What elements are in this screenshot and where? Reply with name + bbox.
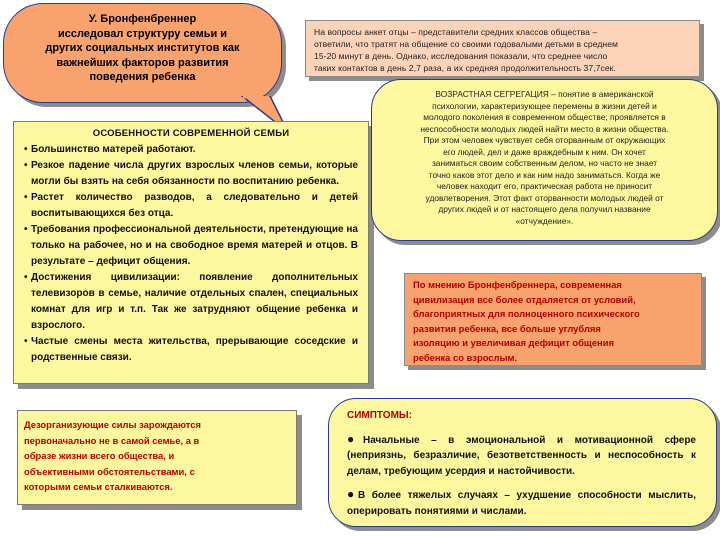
- segregation-line: ВОЗРАСТНАЯ СЕГРЕГАЦИЯ – понятие в американской: [435, 89, 654, 99]
- symptom-item: [347, 432, 696, 480]
- feature-item: • Большинство матерей работают.: [24, 142, 358, 158]
- stats-line: 15-20 минут в день. Однако, исследования показали, что среднее число: [314, 51, 608, 61]
- callout-line: исследовал структуру семьи и: [57, 27, 228, 40]
- callout-line: У. Бронфенбреннер: [88, 13, 197, 25]
- symptom-text: В более тяжелых случаях – ухудшение способности мыслить, оперировать понятиями и числами.: [347, 490, 697, 517]
- opinion-line: изоляцию и увеличивая дефицит общения: [413, 337, 614, 348]
- bullet-icon: ●: [347, 431, 363, 446]
- feature-item: • Растет количество разводов, а следовательно и детей воспитывающихся без отца.: [24, 190, 358, 222]
- opinion-line: благоприятных для полноценного психического: [413, 308, 640, 319]
- disorganizing-forces-note: [17, 410, 297, 505]
- forces-line: которыми семьи сталкиваются.: [24, 481, 173, 492]
- segregation-line: точно каков этот дело и как ним надо заниматься. Когда же: [428, 169, 661, 180]
- bronfenbrenner-callout: [3, 3, 282, 103]
- segregation-line: человек находит его, практическая работа не приносит: [436, 181, 653, 191]
- modern-family-features: [13, 121, 369, 384]
- segregation-line: заниматься своим собственным делом, но часто не знает: [431, 158, 658, 168]
- segregation-line: При этом человек чувствует себя оторванным от окружающих: [423, 135, 666, 145]
- symptoms-title: СИМПТОМЫ:: [347, 410, 413, 421]
- bronfenbrenner-opinion: [404, 273, 702, 366]
- segregation-line: его людей, дел и даже враждебным к ним. Он хочет: [443, 146, 646, 157]
- opinion-line: развития ребенка, все больше углубляя: [413, 322, 601, 334]
- symptom-item: [347, 487, 696, 519]
- symptoms-box: [328, 398, 717, 527]
- callout-line: поведения ребенка: [89, 71, 196, 83]
- opinion-line: По мнению Бронфенбреннера, современная: [413, 279, 622, 290]
- age-segregation-definition: [371, 79, 718, 241]
- segregation-line: молодого поколения в современном обществе; проявляется в: [423, 112, 666, 122]
- segregation-line: неспособности молодых людей найти место в жизни общества.: [420, 123, 669, 134]
- segregation-line: «отчуждение».: [515, 215, 574, 226]
- forces-line: Дезорганизующие силы зарождаются: [24, 419, 201, 430]
- stats-line: таких контактов в день 2,7 раза, а их средняя продолжительность 37,7сек.: [314, 63, 616, 73]
- callout-line: важнейших факторов развития: [56, 56, 229, 69]
- stats-line: ответили, что тратят на общение со своими годовалыми детьми в среднем: [314, 39, 619, 49]
- feature-item: • Требования профессиональной деятельности, претендующие на только на рабочее, но и на свободное время матерей и отцов. В результате – дефицит общения.: [24, 222, 358, 270]
- survey-stats-note: [305, 20, 700, 77]
- forces-line: образе жизни всего общества, и: [24, 450, 175, 461]
- stats-line: На вопросы анкет отцы – представители средних классов общества –: [314, 27, 598, 37]
- feature-item: • Резкое падение числа других взрослых членов семьи, которые могли бы взять на себя обязанности по воспитанию ребенка.: [24, 158, 358, 190]
- feature-item: • Частые смены места жительства, прерывающие соседские и родственные связи.: [24, 334, 358, 366]
- symptom-text: Начальные – в эмоциональной и мотивационной сфере (неприязнь, безразличие, безответственность и неспособность к делам, требующим усердия и настойчивости.: [347, 434, 696, 477]
- segregation-line: других людей и от настоящего дела получил название: [438, 204, 651, 214]
- bullet-icon: ●: [347, 487, 358, 501]
- segregation-line: удовлетворения. Этот факт оторванности молодых людей от: [425, 192, 664, 203]
- forces-line: первоначально не в самой семье, а в: [24, 434, 200, 446]
- opinion-line: ребенка со взрослым.: [413, 351, 518, 363]
- features-list: [24, 142, 358, 366]
- callout-line: других социальных институтов как: [45, 42, 240, 54]
- feature-item: • Достижения цивилизации: появление дополнительных телевизоров в семье, наличие отдельных спален, специальных комнат для игр и т.п. Так же затрудняют общение ребенка и взрослого.: [24, 270, 358, 334]
- segregation-line: психологии, характеризующее перемены в жизни детей и: [432, 100, 657, 111]
- forces-line: объективными обстоятельствами, с: [24, 465, 195, 477]
- features-title: ОСОБЕННОСТИ СОВРЕМЕННОЙ СЕМЬИ: [92, 128, 290, 139]
- opinion-line: цивилизация все более отдаляется от условий,: [413, 293, 636, 305]
